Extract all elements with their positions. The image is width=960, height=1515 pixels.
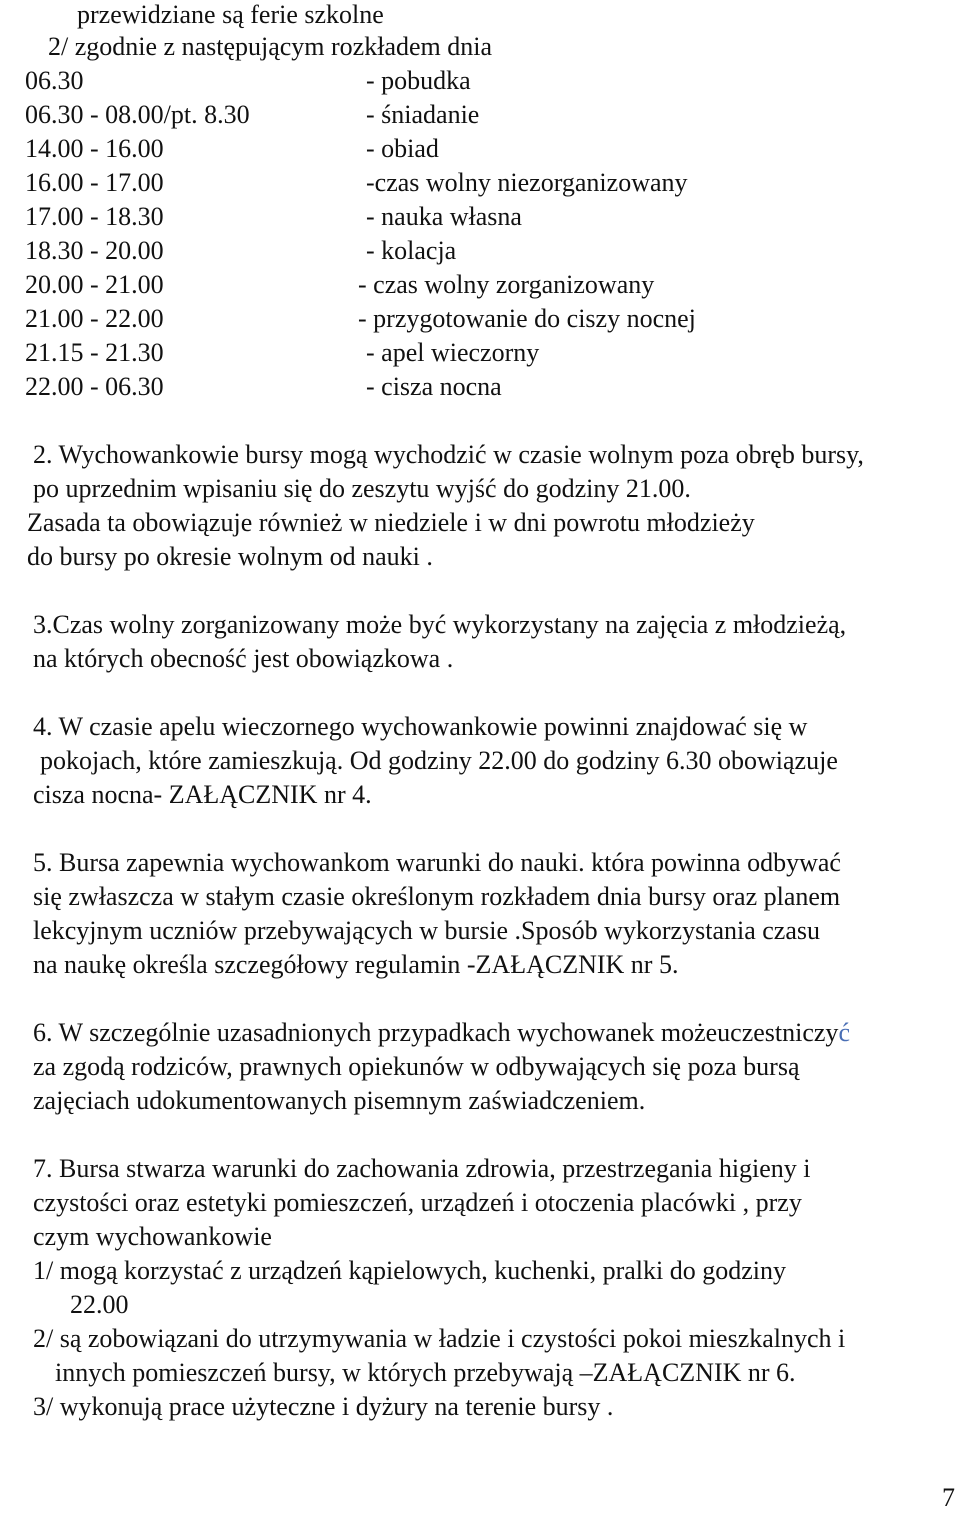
schedule-activity: - czas wolny zorganizowany — [358, 270, 655, 299]
accent-character: ć — [838, 1018, 850, 1047]
schedule-activity: - pobudka — [366, 66, 471, 95]
list-item: 2/ są zobowiązani do utrzymywania w ładzie i czystości pokoi mieszkalnych i — [33, 1324, 846, 1353]
paragraph-line: się zwłaszcza w stałym czasie określonym rozkładem dnia bursy oraz planem — [33, 882, 841, 911]
paragraph-line: zajęciach udokumentowanych pisemnym zaświadczeniem. — [33, 1086, 646, 1115]
paragraph-line: do bursy po okresie wolnym od nauki . — [27, 542, 433, 571]
schedule-time: 21.15 - 21.30 — [25, 338, 164, 367]
paragraph-line: pokojach, które zamieszkują. Od godziny 22.00 do godziny 6.30 obowiązuje — [40, 746, 838, 775]
schedule-activity: - apel wieczorny — [366, 338, 540, 367]
schedule-time: 18.30 - 20.00 — [25, 236, 164, 265]
paragraph-line: na naukę określa szczegółowy regulamin -ZAŁĄCZNIK nr 5. — [33, 950, 679, 979]
list-item: 1/ mogą korzystać z urządzeń kąpielowych, kuchenki, pralki do godziny — [33, 1256, 787, 1285]
schedule-activity: - śniadanie — [366, 100, 480, 129]
paragraph-line: 5. Bursa zapewnia wychowankom warunki do nauki. która powinna odbywać — [33, 848, 841, 877]
list-item: 3/ wykonują prace użyteczne i dyżury na terenie bursy . — [33, 1392, 614, 1421]
paragraph-line: 4. W czasie apelu wieczornego wychowankowie powinni znajdować się w — [33, 712, 808, 741]
schedule-time: 06.30 - 08.00/pt. 8.30 — [25, 100, 250, 129]
schedule-time: 14.00 - 16.00 — [25, 134, 164, 163]
schedule-activity: - przygotowanie do ciszy nocnej — [358, 304, 696, 333]
schedule-activity: -czas wolny niezorganizowany — [366, 168, 688, 197]
intro-line: przewidziane są ferie szkolne — [77, 0, 384, 29]
paragraph-line: po uprzednim wpisaniu się do zeszytu wyjść do godziny 21.00. — [33, 474, 691, 503]
paragraph-line: czystości oraz estetyki pomieszczeń, urządzeń i otoczenia placówki , przy — [33, 1188, 802, 1217]
schedule-time: 21.00 - 22.00 — [25, 304, 164, 333]
paragraph-line: Zasada ta obowiązuje również w niedziele i w dni powrotu młodzieży — [27, 508, 755, 537]
paragraph-line — [33, 1018, 850, 1048]
schedule-time: 06.30 — [25, 66, 84, 95]
schedule-activity: - kolacja — [366, 236, 457, 265]
paragraph-line: 7. Bursa stwarza warunki do zachowania zdrowia, przestrzegania higieny i — [33, 1154, 811, 1183]
schedule-heading: 2/ zgodnie z następującym rozkładem dnia — [48, 32, 493, 61]
schedule-activity: - cisza nocna — [366, 372, 502, 401]
paragraph-line: na których obecność jest obowiązkowa . — [33, 644, 454, 673]
schedule-time: 17.00 - 18.30 — [25, 202, 164, 231]
page-number: 7 — [942, 1483, 955, 1512]
list-item-continuation: 22.00 — [70, 1290, 129, 1319]
paragraph-line: 2. Wychowankowie bursy mogą wychodzić w czasie wolnym poza obręb bursy, — [33, 440, 864, 469]
schedule-time: 22.00 - 06.30 — [25, 372, 164, 401]
paragraph-line: za zgodą rodziców, prawnych opiekunów w odbywających się poza bursą — [33, 1052, 800, 1081]
schedule-time: 16.00 - 17.00 — [25, 168, 164, 197]
paragraph-text: 6. W szczególnie uzasadnionych przypadkach wychowanek możeuczestniczy — [33, 1018, 839, 1047]
paragraph-line: 3.Czas wolny zorganizowany może być wykorzystany na zajęcia z młodzieżą, — [33, 610, 847, 639]
schedule-activity: - nauka własna — [366, 202, 522, 231]
paragraph-line: czym wychowankowie — [33, 1222, 272, 1251]
list-item-continuation: innych pomieszczeń bursy, w których przebywają –ZAŁĄCZNIK nr 6. — [55, 1358, 796, 1387]
schedule-time: 20.00 - 21.00 — [25, 270, 164, 299]
schedule-activity: - obiad — [366, 134, 439, 163]
paragraph-line: cisza nocna- ZAŁĄCZNIK nr 4. — [33, 780, 372, 809]
paragraph-line: lekcyjnym uczniów przebywających w bursie .Sposób wykorzystania czasu — [33, 916, 820, 945]
